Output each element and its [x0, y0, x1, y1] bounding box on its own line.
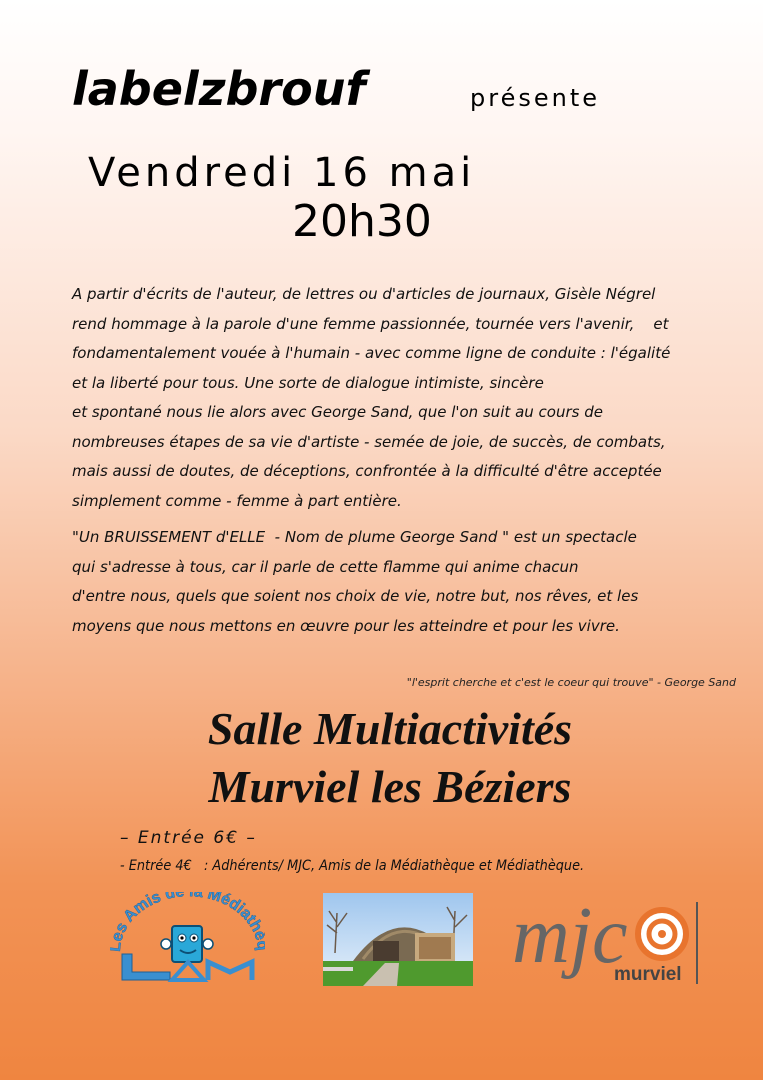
text-line: et la liberté pour tous. Une sorte de dialogue intimiste, sincère [72, 373, 544, 392]
venue-photo [323, 893, 473, 986]
venue-town: Murviel les Béziers [208, 761, 572, 812]
reduced-price: - Entrée 4€ : Adhérents/ MJC, Amis de la Médiathèque et Médiathèque. [120, 858, 585, 874]
friends-logo-arc-text: es Amis de a Médiath [110, 892, 265, 944]
text-line: et spontané nous lie alors avec George Sand, que l'on suit au cours de [72, 403, 603, 421]
organizer-name: labelzbrouf [72, 62, 366, 116]
entry-price: – Entrée 6€ – [120, 828, 257, 848]
mjc-murviel-logo [510, 892, 702, 987]
description-paragraph-2 [72, 523, 732, 641]
friends-of-library-logo [110, 892, 265, 984]
text-line: moyens que nous mettons en œuvre pour les atteindre et pour les vivre. [72, 616, 620, 635]
text-line: A partir d'écrits de l'auteur, de lettres ou d'articles de journaux, Gisèle Négrel [72, 285, 656, 303]
text-line: d'entre nous, quels que soient nos choix de vie, notre but, nos rêves, et les [72, 587, 639, 605]
text-line: simplement comme - femme à part entière. [72, 491, 402, 510]
text-line: "Un BRUISSEMENT d'ELLE - Nom de plume George Sand " est un spectacle [72, 528, 637, 546]
mjc-town-label: murviel [614, 964, 682, 985]
friends-of-library-logo-graphic [110, 892, 265, 984]
text-line: qui s'adresse à tous, car il parle de cette flamme qui anime chacun [72, 557, 579, 576]
mjc-logo-graphic [510, 892, 702, 987]
presents-label: présente [470, 84, 600, 112]
event-time: 20h30 [292, 196, 432, 247]
text-line: rend hommage à la parole d'une femme passionnée, tournée vers l'avenir, et [72, 314, 669, 333]
george-sand-quote: "l'esprit cherche et c'est le coeur qui trouve" - George Sand [406, 676, 736, 689]
venue-photo-illustration [323, 893, 473, 986]
mjc-wordmark: mjc [512, 892, 628, 980]
venue-name: Salle Multiactivités [207, 703, 573, 754]
description-paragraph-1 [72, 280, 732, 516]
text-line: mais aussi de doutes, de déceptions, confrontée à la difficulté d'être acceptée [72, 462, 662, 480]
text-line: fondamentalement vouée à l'humain - avec comme ligne de conduite : l'égalité [72, 344, 671, 362]
text-line: nombreuses étapes de sa vie d'artiste - semée de joie, de succès, de combats, [72, 432, 666, 451]
event-date: Vendredi 16 mai [88, 150, 476, 196]
